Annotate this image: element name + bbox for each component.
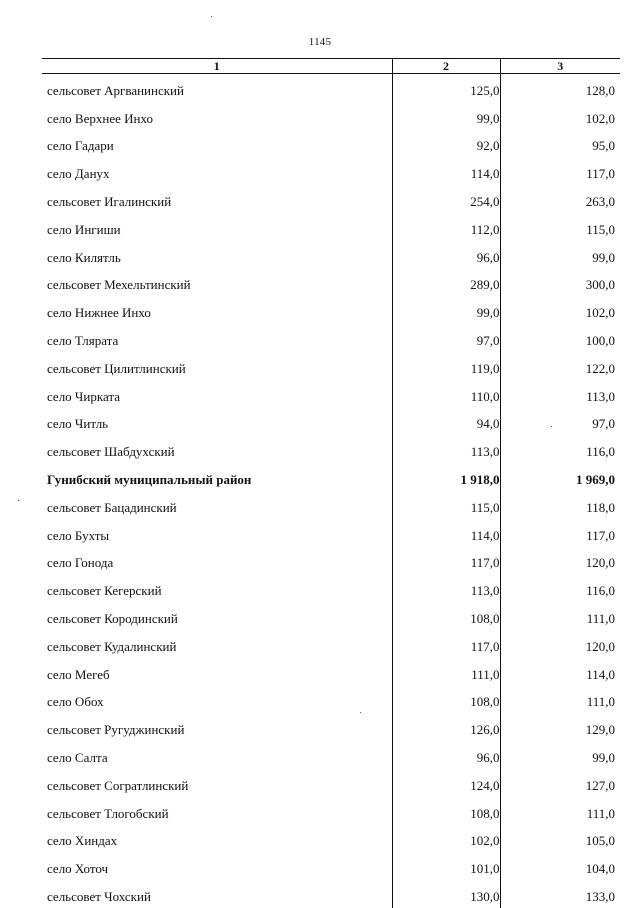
scan-speck xyxy=(18,500,19,501)
row-name-cell: село Хоточ xyxy=(47,861,109,877)
row-value-col3-cell: 133,0 xyxy=(500,880,620,908)
row-name-cell: село Читль xyxy=(47,416,109,432)
table-row xyxy=(42,130,620,158)
table-row xyxy=(42,852,620,880)
row-value-col3-cell: 120,0 xyxy=(500,630,620,658)
row-name-cell: сельсовет Цилитлинский xyxy=(47,360,186,376)
row-value-col2-cell: 117,0 xyxy=(392,547,500,575)
scan-speck xyxy=(360,712,361,713)
row-value-col2-cell: 97,0 xyxy=(392,324,500,352)
row-value-col2-cell: 119,0 xyxy=(392,352,500,380)
row-value-col2-cell: 99,0 xyxy=(392,296,500,324)
data-table-container xyxy=(42,58,620,908)
table-row xyxy=(42,102,620,130)
row-value-col2-cell: 114,0 xyxy=(392,157,500,185)
row-value-col3-cell: 97,0 xyxy=(500,408,620,436)
row-value-col2-cell: 117,0 xyxy=(392,630,500,658)
row-name-cell: село Хиндах xyxy=(47,833,118,849)
row-value-col2-cell: 108,0 xyxy=(392,602,500,630)
table-row xyxy=(42,185,620,213)
table-row xyxy=(42,241,620,269)
table-header xyxy=(42,59,620,74)
row-value-col3-cell: 117,0 xyxy=(500,519,620,547)
row-value-col3-cell: 111,0 xyxy=(500,602,620,630)
row-value-col2-cell: 125,0 xyxy=(392,74,500,102)
row-value-col2-cell: 126,0 xyxy=(392,713,500,741)
table-row xyxy=(42,797,620,825)
table-row xyxy=(42,352,620,380)
table-row xyxy=(42,713,620,741)
row-name-cell: сельсовет Тлогобский xyxy=(47,805,169,821)
row-name-cell: село Чирката xyxy=(47,388,121,404)
table-row xyxy=(42,602,620,630)
row-value-col3-cell: 111,0 xyxy=(500,797,620,825)
row-name-cell: сельсовет Чохский xyxy=(47,888,151,904)
table-row xyxy=(42,213,620,241)
row-value-col2-cell: 112,0 xyxy=(392,213,500,241)
table-row xyxy=(42,296,620,324)
row-name-cell: село Ингиши xyxy=(47,221,121,237)
row-value-col2-cell: 110,0 xyxy=(392,380,500,408)
row-value-col2-cell: 108,0 xyxy=(392,797,500,825)
table-row xyxy=(42,769,620,797)
row-value-col3-cell: 115,0 xyxy=(500,213,620,241)
column-header-3: 3 xyxy=(500,59,620,74)
row-name-cell: село Данух xyxy=(47,166,110,182)
column-header-1: 1 xyxy=(42,59,392,74)
row-value-col2-cell: 130,0 xyxy=(392,880,500,908)
row-value-col3-cell: 120,0 xyxy=(500,547,620,575)
table-row xyxy=(42,408,620,436)
table-row xyxy=(42,74,620,102)
row-value-col3-cell: 105,0 xyxy=(500,825,620,853)
table-row xyxy=(42,435,620,463)
row-name-cell: село Килятль xyxy=(47,249,121,265)
row-value-col3-cell: 118,0 xyxy=(500,491,620,519)
table-row xyxy=(42,157,620,185)
row-name-cell: сельсовет Кегерский xyxy=(47,583,162,599)
data-table xyxy=(42,58,620,908)
row-value-col2-cell: 96,0 xyxy=(392,741,500,769)
scan-speck xyxy=(211,16,212,17)
row-name-cell: сельсовет Аргванинский xyxy=(47,82,184,98)
table-row xyxy=(42,463,620,491)
table-row xyxy=(42,324,620,352)
row-name-cell: сельсовет Согратлинский xyxy=(47,777,189,793)
table-row xyxy=(42,380,620,408)
row-value-col3-cell: 129,0 xyxy=(500,713,620,741)
row-value-col2-cell: 102,0 xyxy=(392,825,500,853)
row-value-col3-cell: 263,0 xyxy=(500,185,620,213)
row-value-col3-cell: 102,0 xyxy=(500,296,620,324)
row-name-cell: село Бухты xyxy=(47,527,110,543)
table-row xyxy=(42,658,620,686)
row-value-col3-cell: 116,0 xyxy=(500,435,620,463)
row-value-col3-cell: 116,0 xyxy=(500,574,620,602)
row-name-cell: сельсовет Кудалинский xyxy=(47,638,177,654)
row-value-col3-cell: 95,0 xyxy=(500,130,620,158)
table-row xyxy=(42,491,620,519)
row-name-cell: сельсовет Кородинский xyxy=(47,610,178,626)
row-name-cell: сельсовет Игалинский xyxy=(47,193,172,209)
row-value-col2-cell: 108,0 xyxy=(392,686,500,714)
row-name-cell: село Гонода xyxy=(47,555,114,571)
row-value-col2-cell: 92,0 xyxy=(392,130,500,158)
row-name-cell: Гунибский муниципальный район xyxy=(47,471,252,487)
row-value-col3-cell: 114,0 xyxy=(500,658,620,686)
row-value-col2-cell: 289,0 xyxy=(392,269,500,297)
row-value-col3-cell: 104,0 xyxy=(500,852,620,880)
row-value-col3-cell: 100,0 xyxy=(500,324,620,352)
row-name-cell: село Гадари xyxy=(47,138,114,154)
table-body xyxy=(42,74,620,908)
page-number: 1145 xyxy=(308,36,332,48)
row-value-col2-cell: 99,0 xyxy=(392,102,500,130)
row-value-col2-cell: 1 918,0 xyxy=(392,463,500,491)
row-value-col3-cell: 111,0 xyxy=(500,686,620,714)
table-row xyxy=(42,630,620,658)
row-value-col2-cell: 111,0 xyxy=(392,658,500,686)
table-row xyxy=(42,574,620,602)
row-value-col3-cell: 127,0 xyxy=(500,769,620,797)
row-name-cell: село Нижнее Инхо xyxy=(47,305,151,321)
row-value-col3-cell: 300,0 xyxy=(500,269,620,297)
row-value-col3-cell: 99,0 xyxy=(500,241,620,269)
row-value-col2-cell: 113,0 xyxy=(392,435,500,463)
row-value-col2-cell: 114,0 xyxy=(392,519,500,547)
row-name-cell: сельсовет Шабдухский xyxy=(47,444,175,460)
row-value-col2-cell: 96,0 xyxy=(392,241,500,269)
row-value-col3-cell: 113,0 xyxy=(500,380,620,408)
row-value-col3-cell: 99,0 xyxy=(500,741,620,769)
row-value-col2-cell: 113,0 xyxy=(392,574,500,602)
row-name-cell: сельсовет Мехельтинский xyxy=(47,277,191,293)
row-name-cell: сельсовет Бацадинский xyxy=(47,499,177,515)
row-value-col2-cell: 124,0 xyxy=(392,769,500,797)
row-value-col2-cell: 254,0 xyxy=(392,185,500,213)
table-row xyxy=(42,741,620,769)
row-value-col3-cell: 1 969,0 xyxy=(500,463,620,491)
row-value-col3-cell: 122,0 xyxy=(500,352,620,380)
row-name-cell: село Мегеб xyxy=(47,666,110,682)
row-value-col2-cell: 115,0 xyxy=(392,491,500,519)
row-name-cell: село Салта xyxy=(47,749,108,765)
table-row xyxy=(42,825,620,853)
table-row xyxy=(42,519,620,547)
row-value-col3-cell: 117,0 xyxy=(500,157,620,185)
table-row xyxy=(42,547,620,575)
row-value-col2-cell: 94,0 xyxy=(392,408,500,436)
table-row xyxy=(42,880,620,908)
row-name-cell: село Верхнее Инхо xyxy=(47,110,153,126)
row-value-col3-cell: 128,0 xyxy=(500,74,620,102)
row-value-col2-cell: 101,0 xyxy=(392,852,500,880)
scan-speck xyxy=(551,426,552,427)
table-row xyxy=(42,269,620,297)
row-name-cell: село Тлярата xyxy=(47,332,119,348)
table-row xyxy=(42,686,620,714)
row-value-col3-cell: 102,0 xyxy=(500,102,620,130)
column-header-2: 2 xyxy=(392,59,500,74)
row-name-cell: село Обох xyxy=(47,694,104,710)
row-name-cell: сельсовет Ругуджинский xyxy=(47,722,185,738)
